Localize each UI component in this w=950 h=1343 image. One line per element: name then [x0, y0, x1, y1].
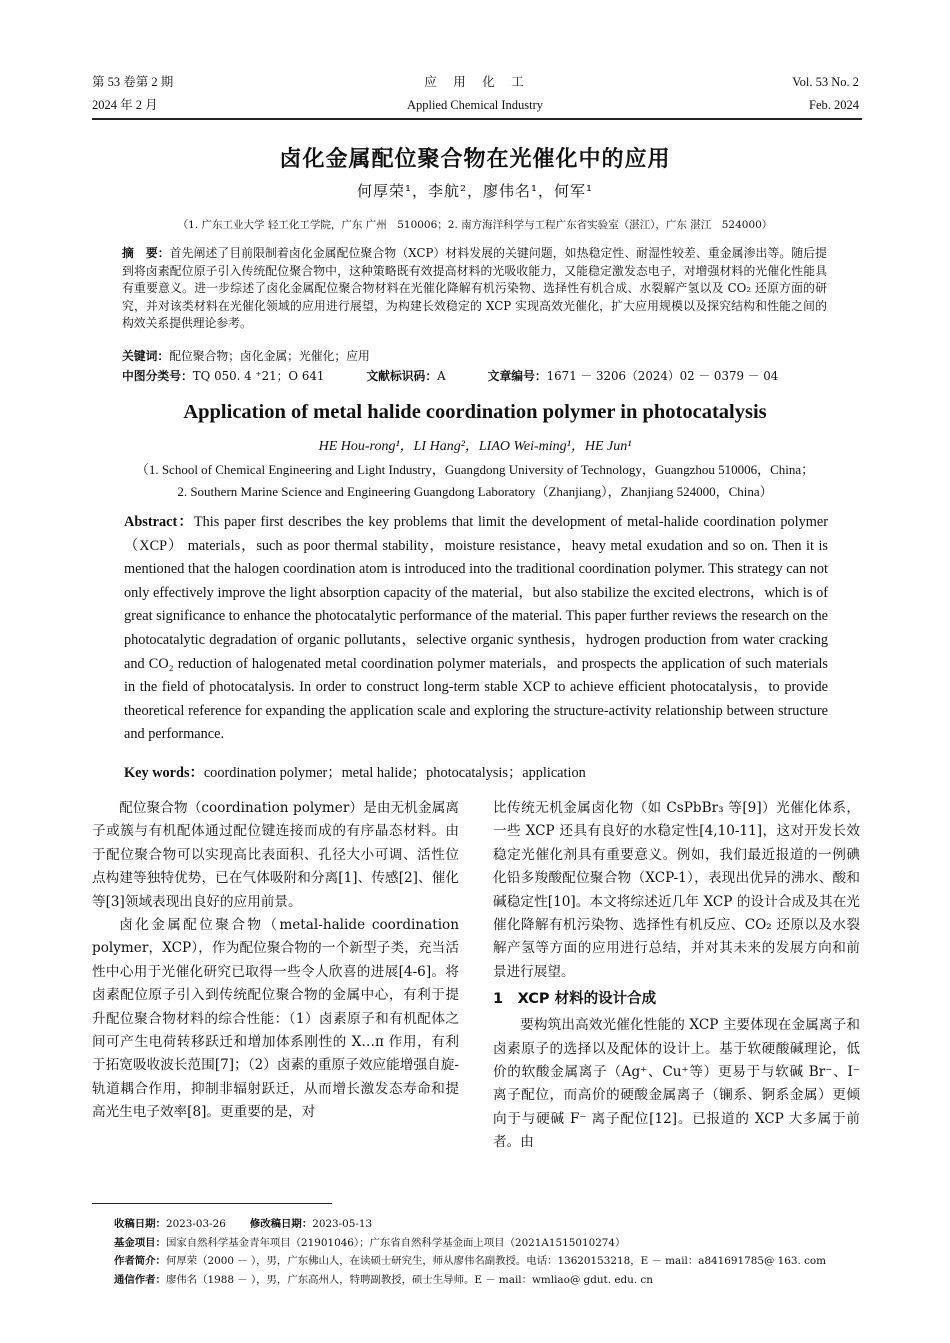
fund-text: 国家自然科学基金青年项目（21901046）；广东省自然科学基金面上项目（2021A1515010274）: [165, 1236, 626, 1249]
clc-value: TQ 050. 4 ⁺21；O 641: [192, 369, 325, 383]
journal-name-cn: 应 用 化 工: [424, 75, 526, 89]
footnote-corresponding: [114, 1271, 859, 1290]
header-rule: [92, 118, 862, 120]
received-date: 2023-03-26: [165, 1218, 226, 1230]
body-paragraph: 配位聚合物（coordination polymer）是由无机金属离子或簇与有机配体通过配位键连接而成的有序晶态材料。由于配位聚合物可以实现高比表面积、孔径大小可调、活性位点构建等独特优势，已在气体吸附和分离[1]、传感[2]、催化等[3]领域表现出良好的应用前景。: [92, 800, 459, 910]
body-left-column: [92, 797, 459, 1125]
publication-date: 2024 年 2 月: [92, 98, 158, 112]
footnote-bio: [114, 1252, 859, 1271]
body-paragraph: 比传统无机金属卤化物（如 CsPbBr₃ 等[9]）光催化体系，一些 XCP 还具有良好的水稳定性[4,10-11]，这对开发长效稳定光催化剂具有重要意义。例如，我们最近报道的一例碘化铅多羧酸配位聚合物（XCP-1），表现出优异的沸水、酸和碱稳定性[10]。本文将综述近几年 XCP 的设计合成及其在光催化降解有机污染物、选择性有机反应、CO₂ 还原以及水裂解产氢等方面的应用进行总结，并对其未来的发展方向和前景进行展望。: [493, 800, 860, 980]
footnotes: [114, 1215, 859, 1289]
article-no-value: 1671 － 3206（2024）02 － 0379 － 04: [546, 369, 779, 383]
clc-label: 中图分类号：: [122, 369, 193, 383]
footnote-dates: [114, 1215, 859, 1234]
corresponding-text: 廖伟名（1988 － ），男，广东高州人，特聘副教授，硕士生导师。E － mail：wmliao@ gdut. edu. cn: [165, 1273, 653, 1286]
abstract-en-label: Abstract：: [124, 514, 194, 530]
publication-date-en: Feb. 2024: [809, 98, 859, 112]
bio-text: 何厚荣（2000 － ），男，广东佛山人，在读硕士研究生，师从廖伟名副教授。电话：13620153218，E － mail：a841691785@ 163. com: [165, 1255, 826, 1267]
authors-cn: 何厚荣¹，李航²，廖伟名¹，何军¹: [356, 182, 594, 200]
body-paragraph: 要构筑出高效光催化性能的 XCP 主要体现在金属离子和卤素原子的选择以及配体的设计上。基于软硬酸碱理论，低价的软酸金属离子（Ag⁺、Cu⁺等）更易于与软碱 Br⁻、I⁻ 离子配位，而高价的硬酸金属离子（镧系、锕系金属）更倾向于与硬碱 F⁻ 离子配位[12]。已报道的 XCP 大多属于前者。由: [493, 1017, 860, 1151]
keywords-en-label: Key words：: [124, 765, 204, 781]
classification-line: [122, 368, 827, 386]
authors-en: HE Hou-rong¹，LI Hang²，LIAO Wei-ming¹，HE Jun¹: [318, 439, 632, 454]
keywords-cn-text: 配位聚合物；卤化金属；光催化；应用: [169, 349, 370, 363]
corresponding-label: 通信作者：: [114, 1273, 166, 1286]
fund-label: 基金项目：: [114, 1236, 166, 1249]
keywords-en: [124, 762, 586, 782]
volume-issue: 第 53 卷第 2 期: [92, 75, 174, 89]
abstract-cn-text: 首先阐述了目前限制着卤化金属配位聚合物（XCP）材料发展的关键问题，如热稳定性、耐湿性较差、重金属渗出等。随后提到将卤素配位原子引入传统配位聚合物中，这种策略既有效提高材料的光吸收能力，又能稳定激发态电子，对增强材料的光催化性能具有重要意义。进一步综述了卤化金属配位聚合物材料在光催化降解有机污染物、选择性有机合成、水裂解产氢以及 CO₂ 还原方面的研究，并对该类材料在光催化领域的应用进行展望，为构建长效稳定的 XCP 实现高效光催化，扩大应用规模以及探究结构和性能之间的构效关系提供理论参考。: [122, 246, 827, 331]
paper-title-cn: 卤化金属配位聚合物在光催化中的应用: [279, 147, 671, 172]
footnote-fund: [114, 1234, 859, 1253]
section-heading: 1 XCP 材料的设计合成: [493, 991, 657, 1008]
body-paragraph: 卤化金属配位聚合物（metal-halide coordination polymer，XCP），作为配位聚合物的一个新型子类，充当活性中心用于光催化研究已取得一些令人欣喜的进展[4-6]。将卤素配位原子引入到传统配位聚合物的金属中心，有利于提升配位聚合物材料的综合性能：（1）卤素原子和有机配体之间可产生电荷转移跃迁和增加体系刚性的 X…π 作用，有利于拓宽吸收波长范围[7]；（2）卤素的重原子效应能增强自旋-轨道耦合作用，抑制非辐射跃迁，从而增长激发态寿命和提高光生电子效率[8]。更重要的是，对: [92, 917, 459, 1121]
keywords-cn-label: 关键词：: [122, 349, 170, 363]
doccode-label: 文献标识码：: [366, 369, 438, 383]
paper-title-en: Application of metal halide coordination polymer in photocatalysis: [183, 401, 767, 423]
bio-label: 作者简介：: [114, 1255, 166, 1267]
affiliations-cn: （1. 广东工业大学 轻工化工学院，广东 广州 510006；2. 南方海洋科学与工程广东省实验室（湛江），广东 湛江 524000）: [177, 219, 773, 231]
affiliation-en-2: 2. Southern Marine Science and Engineering Guangdong Laboratory（Zhanjiang），Zhanjiang 524000，China）: [177, 484, 773, 499]
revised-label: 修改稿日期：: [249, 1218, 313, 1230]
keywords-en-text: coordination polymer；metal halide；photocatalysis；application: [203, 765, 586, 781]
body-right-column: [493, 797, 860, 1155]
abstract-en-text: This paper first describes the key problems that limit the development of metal-halide coordination polymer（XCP） materials，such as poor thermal stability，moisture resistance，heavy metal exudation and so on. Then it is mentioned that the halogen coordination atom is introduced into the traditional coordination polymer. This strategy can not only effectively improve the light absorption capacity of the material，but also stabilize the excited electrons，which is of great significance to enhance the photocatalytic performance of the material. This paper further reviews the research on the photocatalytic degradation of organic pollutants，selective organic synthesis，hydrogen production from water cracking and CO₂ reduction of halogenated metal coordination polymer materials，and prospects the application of such materials in the field of photocatalysis. In order to construct long-term stable XCP to achieve efficient photocatalysis，to provide theoretical reference for expanding the application scale and exploring the structure-activity relationship between structure and performance.: [124, 514, 828, 743]
volume-issue-en: Vol. 53 No. 2: [792, 75, 859, 89]
received-label: 收稿日期：: [114, 1218, 166, 1230]
article-no-label: 文章编号：: [487, 369, 547, 383]
keywords-cn: [122, 348, 827, 366]
revised-date: 2023-05-13: [312, 1218, 373, 1230]
doccode-value: A: [437, 369, 446, 383]
abstract-cn: [122, 245, 827, 333]
abstract-en: [124, 511, 828, 747]
journal-name-en: Applied Chemical Industry: [406, 98, 544, 112]
abstract-cn-label: 摘 要：: [122, 246, 170, 260]
footnote-rule: [92, 1203, 332, 1204]
affiliation-en-1: （1. School of Chemical Engineering and Light Industry，Guangdong University of Technology，Guangzhou 510006，China；: [135, 462, 815, 477]
